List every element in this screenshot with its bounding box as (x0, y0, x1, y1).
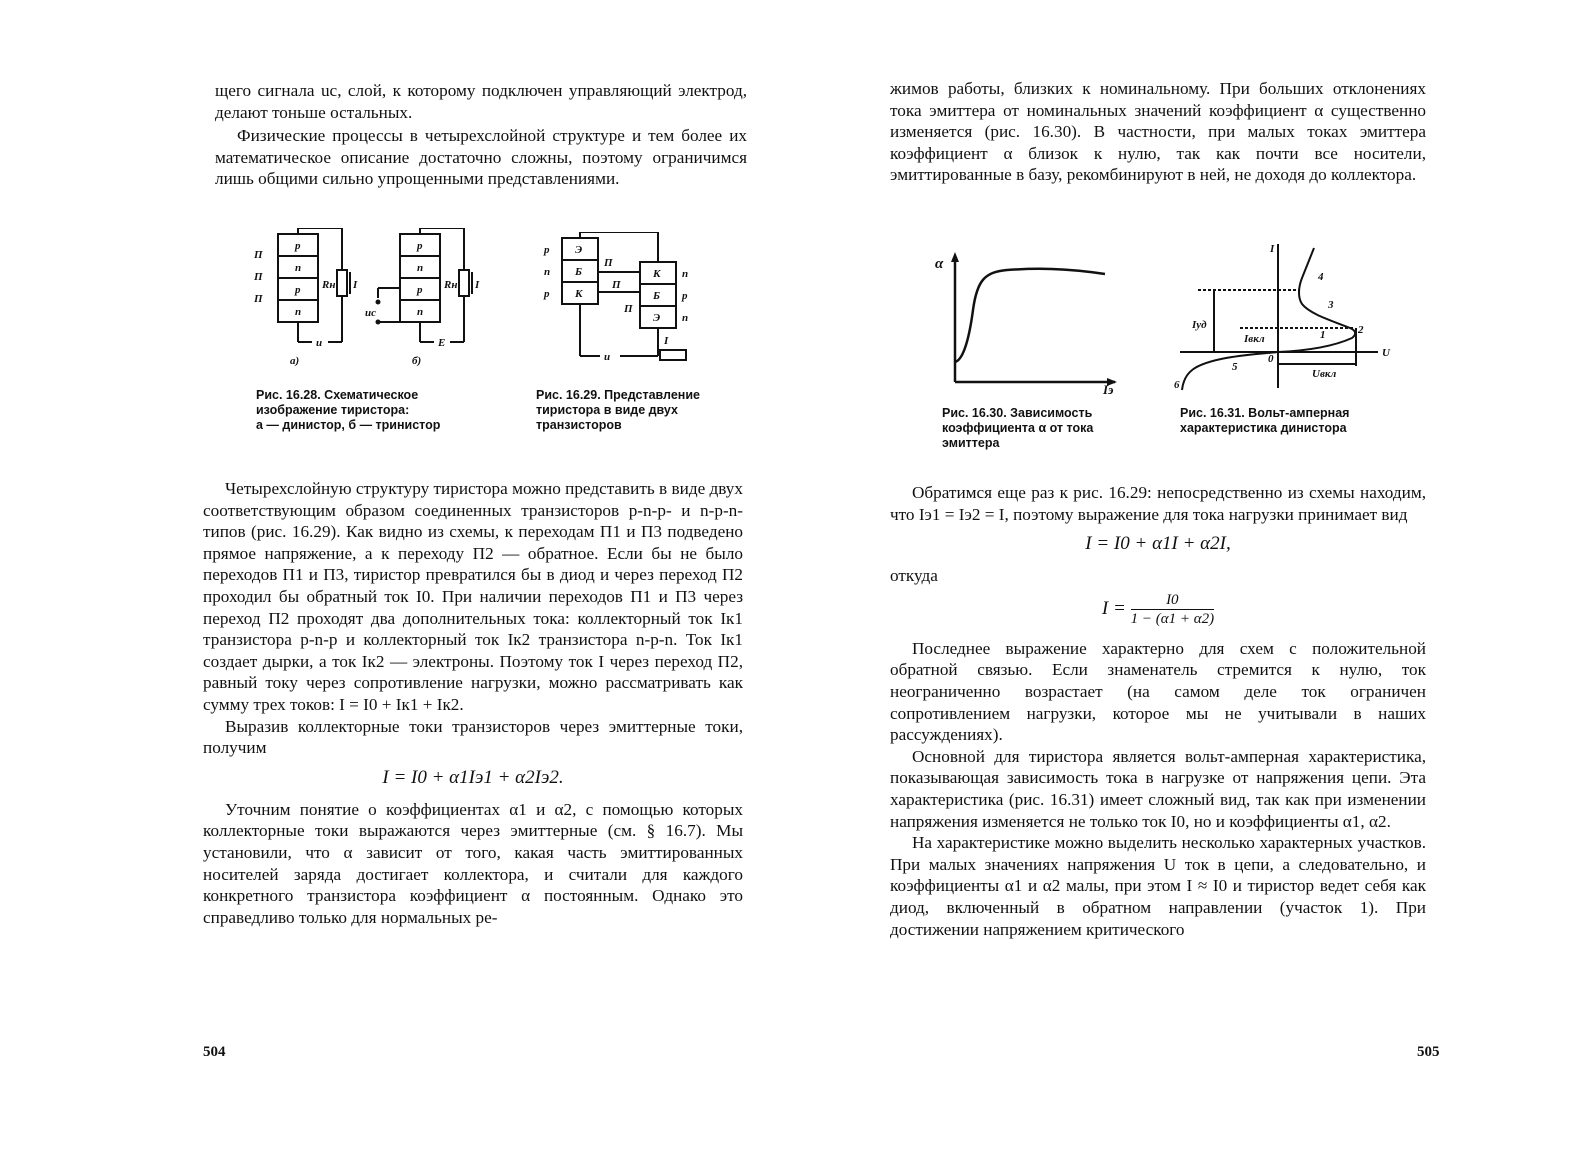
svg-text:n: n (295, 262, 302, 274)
fig31-caption-text: Вольт-амперная характеристика динистора (1180, 406, 1350, 435)
fig31-y-label: I (1270, 243, 1275, 255)
figure-16-28 (250, 228, 495, 368)
right-paragraph-2: Обратимся еще раз к рис. 16.29: непосредственно из схемы находим, что Iэ1 = Iэ2 = I, поэтому выражение для тока нагрузки принимает вид (890, 483, 1426, 524)
svg-text:p: p (417, 284, 423, 296)
right-page-number: 505 (1417, 1044, 1440, 1060)
left-paragraph-4: Выразив коллекторные токи транзисторов через эмиттерные токи, получим (203, 716, 743, 758)
figure-16-31 (1170, 240, 1400, 392)
figure-16-30 (935, 250, 1125, 395)
svg-text:u: u (604, 351, 611, 363)
svg-text:Б: Б (575, 266, 582, 278)
fig28-caption-sub: а — динистор, б — тринистор (256, 418, 441, 432)
fig29-caption-num: Рис. 16.29. (536, 388, 601, 402)
svg-text:П: П (612, 279, 621, 291)
fig31-caption-num: Рис. 16.31. (1180, 406, 1245, 420)
fig31-iud-label: Iуд (1192, 319, 1207, 331)
svg-text:p: p (544, 244, 550, 256)
fig28-caption-num: Рис. 16.28. (256, 388, 321, 402)
eq3-numerator: I0 (1131, 591, 1214, 610)
fig30-caption-num: Рис. 16.30. (942, 406, 1007, 420)
svg-text:Б: Б (653, 290, 660, 302)
right-paragraph-5: На характеристике можно выделить несколько характерных участков. При малых значениях напряжения U ток в цепи, а следовательно, и коэффициенты α1 и α2 малы, при этом I ≈ I0 и тиристор ведет себя как диод, включенный в обратном направлении (участок 1). При достижении напряжением критического (890, 833, 1426, 939)
svg-text:p: p (544, 288, 550, 300)
left-page-number: 504 (203, 1044, 226, 1060)
eq3-lhs: I = (1101, 597, 1126, 619)
right-page (790, 0, 1582, 1153)
svg-text:n: n (682, 312, 689, 324)
svg-text:П: П (624, 303, 633, 315)
svg-text:p: p (295, 240, 301, 252)
svg-text:5: 5 (1232, 361, 1238, 373)
svg-text:n: n (417, 262, 424, 274)
rn-label-a: Rн (322, 279, 336, 291)
otkuda-text: откуда (890, 566, 938, 586)
svg-text:2: 2 (1358, 324, 1364, 336)
fig31-caption (1180, 406, 1370, 436)
left-paragraph-2: Физические процессы в четырехслойной структуре и тем более их математическое описание достаточно сложны, поэтому ограничимся лишь общими сильно упрощенными представлениями. (215, 126, 747, 189)
svg-text:П: П (254, 293, 263, 305)
svg-text:Э: Э (653, 312, 661, 324)
right-equation-3 (890, 591, 1426, 628)
right-equation-2: I = I0 + α1I + α2I, (1085, 533, 1231, 555)
svg-text:p: p (417, 240, 423, 252)
svg-text:4: 4 (1318, 271, 1324, 283)
left-page (0, 0, 790, 1153)
fig31-uvkl-label: Uвкл (1312, 368, 1337, 380)
svg-text:6: 6 (1174, 379, 1180, 391)
eq3-fraction (1131, 591, 1214, 628)
svg-text:П: П (254, 249, 263, 261)
fig31-x-label: U (1382, 347, 1390, 359)
right-paragraph-3: Последнее выражение характерно для схем с положительной обратной связью. Если знаменатель стремится к нулю, ток неограниченно возрастает (на самом деле ток ограничен сопротивлением нагрузки, которое мы не учитывали в наших рассуждениях). (890, 638, 1426, 745)
svg-text:Э: Э (575, 244, 583, 256)
figure-16-29 (540, 232, 700, 372)
fig30-y-label: α (935, 256, 944, 272)
svg-text:n: n (682, 268, 689, 280)
svg-text:I: I (353, 279, 358, 291)
svg-text:u: u (316, 337, 323, 349)
svg-text:Rн: Rн (444, 279, 458, 291)
uc-label: uс (365, 307, 376, 319)
fig30-caption (942, 406, 1130, 451)
svg-text:E: E (438, 337, 446, 349)
left-paragraph-5: Уточним понятие о коэффициентах α1 и α2, с помощью которых коллекторные токи выражаются через эмиттерные (см. § 16.7). Мы установили, что α зависит от того, какая часть эмиттированных носителей заряда достигает коллектора, и считали для каждого конкретного транзистора коэффициент α постоянным. Однако это справедливо только для нормальных ре- (203, 799, 743, 927)
svg-text:1: 1 (1320, 329, 1326, 341)
svg-text:К: К (575, 288, 583, 300)
svg-text:I: I (664, 335, 669, 347)
svg-text:n: n (417, 306, 424, 318)
svg-text:П: П (604, 257, 613, 269)
left-paragraph-3: Четырехслойную структуру тиристора можно представить в виде двух соответствующим образом соединенных транзисторов p-n-p- и n-p-n- типов (рис. 16.29). Как видно из схемы, к переходам П1 и П3 подведено прямое напряжение, а к переходу П2 — обратное. Если бы не было переходов П1 и П3, тиристор превратился бы в диод и через переход П2 проходил бы обратный ток I0. При наличии переходов П1 и П3 через переход П2 проходят два дополнительных тока: коллекторный ток Iк1 транзистора p-n-p и коллекторный ток Iк2 транзистора n-p-n. Ток Iк1 создает дырки, а ток Iк2 — электроны. Поэтому ток I через переход П2, равный току через сопротивление нагрузки, можно рассматривать как сумму трех токов: I = I0 + Iк1 + Iк2. (203, 479, 743, 714)
right-paragraph-4: Основной для тиристора является вольт-амперная характеристика, показывающая зависимость тока в нагрузке от напряжения цепи. Эта характеристика (рис. 16.31) имеет сложный вид, так как при изменении напряжения изменяется не только ток I0, но и коэффициенты α1, α2. (890, 746, 1426, 831)
fig31-zero-label: 0 (1268, 353, 1274, 365)
fig28-caption-text: Схематическое изображение тиристора: (256, 388, 419, 417)
eq3-denominator: 1 − (α1 + α2) (1130, 610, 1215, 627)
svg-text:I: I (475, 279, 480, 291)
svg-text:3: 3 (1328, 299, 1334, 311)
svg-text:n: n (295, 306, 302, 318)
fig31-ivkl-label: Iвкл (1244, 333, 1265, 345)
left-paragraph-1: щего сигнала uс, слой, к которому подключен управляющий электрод, делают тоньше остальных. (215, 81, 747, 122)
left-equation-1: I = I0 + α1Iэ1 + α2Iэ2. (382, 766, 564, 788)
svg-text:p: p (295, 284, 301, 296)
fig28b-label: б) (412, 355, 422, 367)
fig29-caption-text: Представление тиристора в виде двух транзисторов (536, 388, 700, 432)
fig28a-label: а) (290, 355, 300, 367)
svg-text:n: n (544, 266, 551, 278)
fig28-caption (256, 388, 486, 433)
svg-text:p: p (682, 290, 688, 302)
svg-text:К: К (653, 268, 661, 280)
fig30-caption-text: Зависимость коэффициента α от тока эмиттера (942, 406, 1094, 450)
svg-text:П: П (254, 271, 263, 283)
right-paragraph-1: жимов работы, близких к номинальному. При больших отклонениях тока эмиттера от номинальных значений коэффициент α существенно изменяется (рис. 16.30). В частности, при малых токах эмиттера коэффициент α близок к нулю, так как почти все носители, эмиттированные в базу, рекомбинируют в ней, не доходя до коллектора. (890, 79, 1426, 185)
fig29-caption (536, 388, 701, 433)
fig30-x-label: Iэ (1103, 382, 1114, 395)
